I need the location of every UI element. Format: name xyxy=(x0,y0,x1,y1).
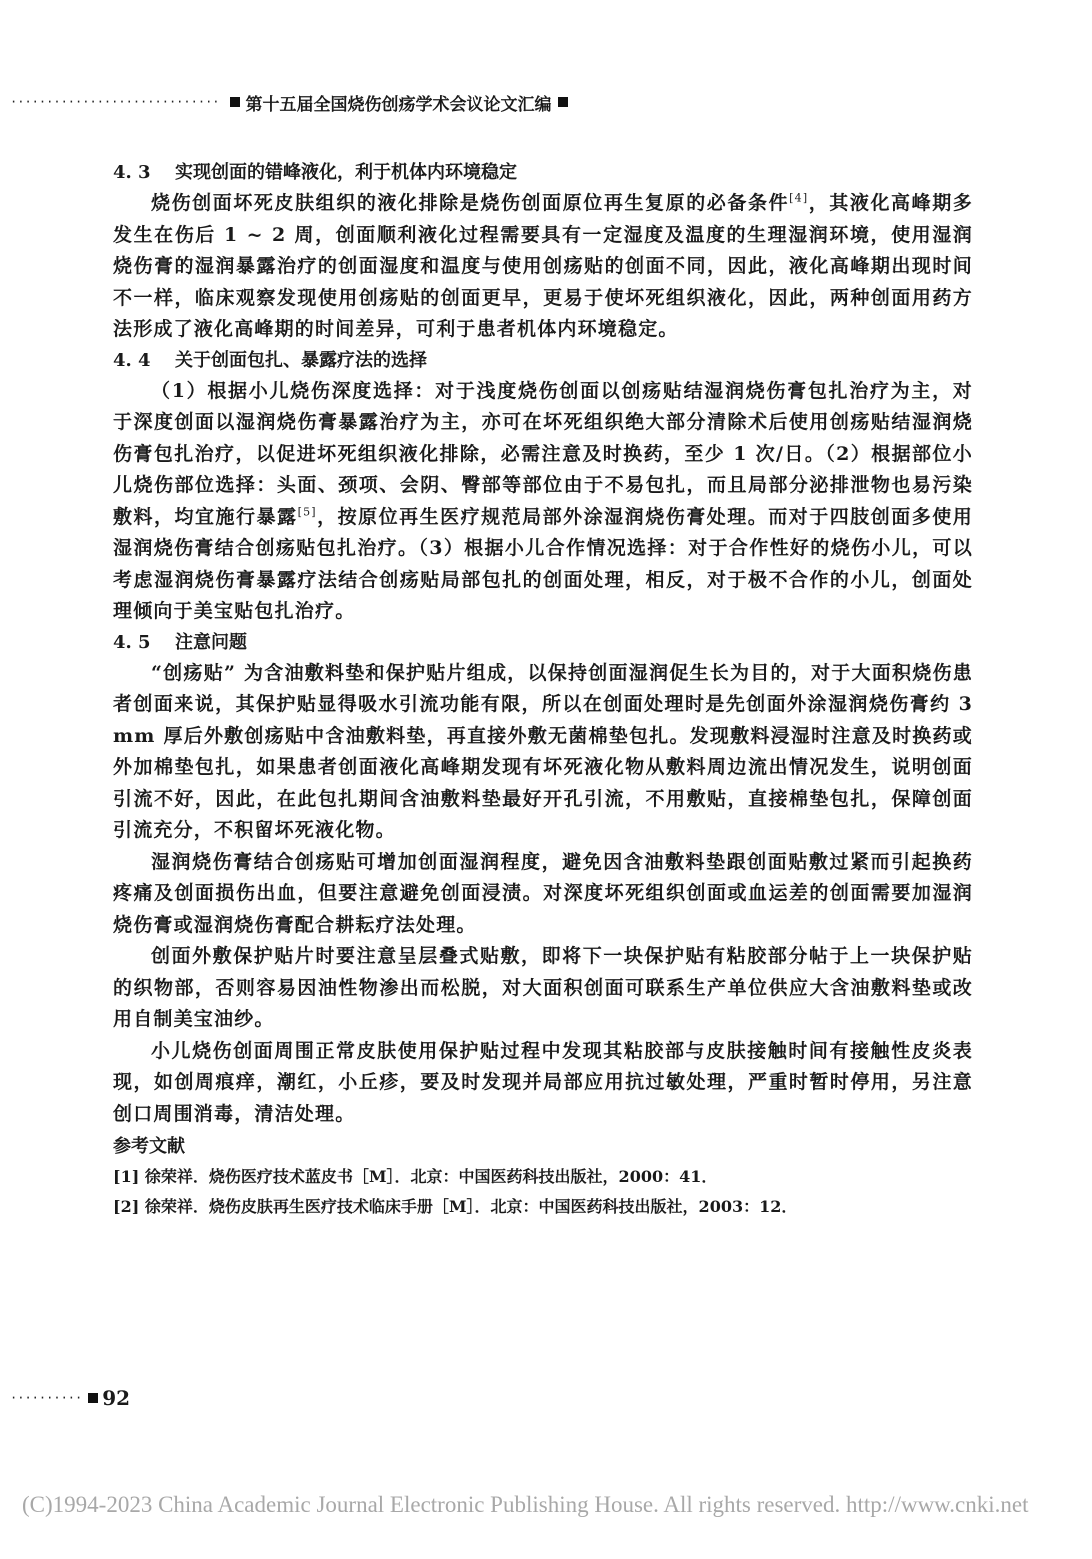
paragraph: “创疡贴” 为含油敷料垫和保护贴片组成，以保持创面湿润促生长为目的，对于大面积烧伤患者创面来说，其保护贴显得吸水引流功能有限，所以在创面处理时是先创面外涂湿润烧伤膏约 3 mm 厚后外敷创疡贴中含油敷料垫，再直接外敷无菌棉垫包扎。发现敷料浸湿时注意及时换药或外加棉垫包扎，如果患者创面液化高峰期发现有坏死液化物从敷料周边流出情况发生，说明创面引流不好，因此，在此包扎期间含油敷料垫最好开孔引流，不用敷贴，直接棉垫包扎，保障创面引流充分，不积留坏死液化物。 xyxy=(113,661,973,841)
square-bullet-icon xyxy=(558,97,568,107)
footer-dots: ·········· xyxy=(10,1391,83,1405)
paragraph: 烧伤创面坏死皮肤组织的液化排除是烧伤创面原位再生复原的必备条件[4]，其液化高峰期多发生在伤后 1 ~ 2 周，创面顺利液化过程需要具有一定湿度及温度的生理湿润环境，使用湿润烧伤膏的湿润暴露治疗的创面湿度和温度与使用创疡贴的创面不同，因此，液化高峰期出现时间不一样，临床观察发现使用创疡贴的创面更早，更易于使坏死组织液化，因此，两种创面用药方法形成了液化高峰期的时间差异，可利于患者机体内环境稳定。 xyxy=(113,191,973,340)
paragraph: （1）根据小儿烧伤深度选择：对于浅度烧伤创面以创疡贴结湿润烧伤膏包扎治疗为主，对于深度创面以湿润烧伤膏暴露治疗为主，亦可在坏死组织绝大部分清除术后使用创疡贴结湿润烧伤膏包扎治疗，以促进坏死组织液化排除，必需注意及时换药，至少 1 次/日。（2）根据部位小儿烧伤部位选择：头面、颈项、会阴、臀部等部位由于不易包扎，而且局部分泌排泄物也易污染敷料，均宜施行暴露[5]，按原位再生医疗规范局部外涂湿润烧伤膏处理。而对于四肢创面多使用湿润烧伤膏结合创疡贴包扎治疗。（3）根据小儿合作情况选择：对于合作性好的烧伤小儿，可以考虑湿润烧伤膏暴露疗法结合创疡贴局部包扎的创面处理，相反，对于极不合作的小儿，创面处理倾向于美宝贴包扎治疗。 xyxy=(113,379,973,622)
citation[interactable]: [5] xyxy=(297,505,317,519)
reference-item: [1] 徐荣祥．烧伤医疗技术蓝皮书［M］．北京：中国医药科技出版社，2000：41． xyxy=(113,1167,718,1186)
copyright-notice: (C)1994-2023 China Academic Journal Electronic Publishing House. All rights reserved. http://www.cnki.net xyxy=(22,1492,1029,1517)
paragraph: 创面外敷保护贴片时要注意呈层叠式贴敷，即将下一块保护贴有粘胶部分帖于上一块保护贴的织物部，否则容易因油性物渗出而松脱，对大面积创面可联系生产单位供应大含油敷料垫或改用自制美宝油纱。 xyxy=(113,945,973,1030)
section-title: 注意问题 xyxy=(175,631,247,653)
page-number: 92 xyxy=(102,1386,131,1410)
section-title: 关于创面包扎、暴露疗法的选择 xyxy=(175,349,427,371)
section-heading xyxy=(113,628,973,658)
paragraph: 湿润烧伤膏结合创疡贴可增加创面湿润程度，避免因含油敷料垫跟创面贴敷过紧而引起换药疼痛及创面损伤出血，但要注意避免创面浸渍。对深度坏死组织创面或血运差的创面需要加湿润烧伤膏或湿润烧伤膏配合耕耘疗法处理。 xyxy=(113,850,973,936)
section-number: 4. 4 xyxy=(113,349,151,371)
section-number: 4. 5 xyxy=(113,631,151,653)
section-heading xyxy=(113,346,973,376)
paragraph: 小儿烧伤创面周围正常皮肤使用保护贴过程中发现其粘胶部与皮肤接触时间有接触性皮炎表现，如创周痕痒，潮红，小丘疹，要及时发现并局部应用抗过敏处理，严重时暂时停用，另注意创口周围消毒，清洁处理。 xyxy=(113,1039,973,1125)
header-dots: ····························· xyxy=(10,95,220,109)
section-title: 实现创面的错峰液化，利于机体内环境稳定 xyxy=(175,162,517,183)
article-body xyxy=(113,158,973,1222)
running-header xyxy=(10,90,610,114)
square-bullet-icon xyxy=(230,97,240,107)
page-footer xyxy=(10,1386,130,1410)
section-heading xyxy=(113,158,973,188)
reference-item: [2] 徐荣祥．烧伤皮肤再生医疗技术临床手册［M］．北京：中国医药科技出版社，2003：12． xyxy=(113,1197,798,1216)
square-bullet-icon xyxy=(88,1393,98,1403)
references-heading: 参考文献 xyxy=(113,1136,185,1157)
section-number: 4. 3 xyxy=(113,162,151,183)
header-title: 第十五届全国烧伤创疡学术会议论文汇编 xyxy=(245,94,552,115)
citation[interactable]: [4] xyxy=(789,191,809,205)
